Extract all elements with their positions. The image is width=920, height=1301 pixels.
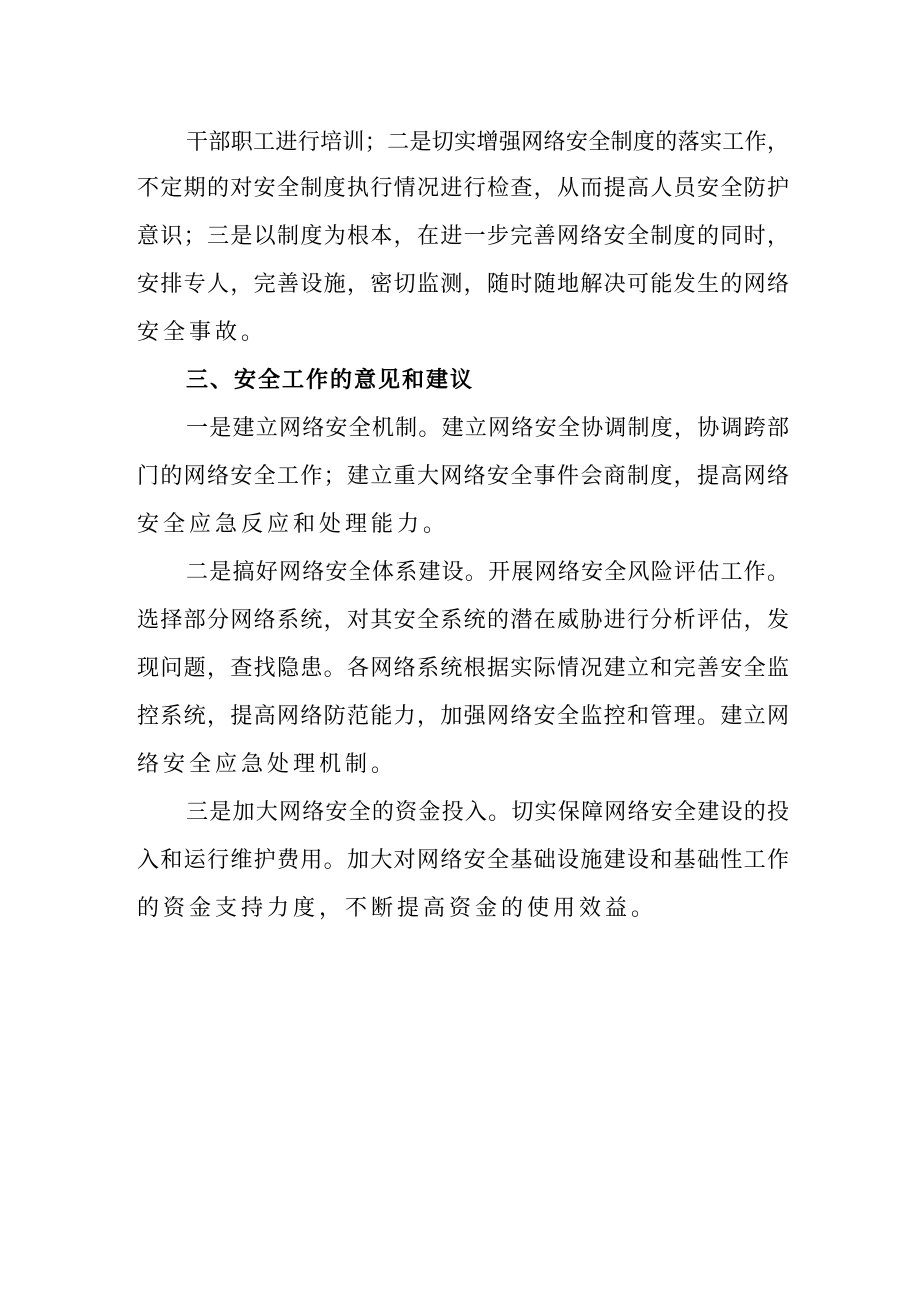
paragraph-line: 安全应急反应和处理能力。 — [137, 512, 450, 537]
paragraph-line: 安全事故。 — [137, 320, 268, 345]
paragraph-line: 安排专人，完善设施，密切监测，随时随地解决可能发生的网络 — [137, 272, 789, 297]
paragraph-line: 络安全应急处理机制。 — [137, 752, 398, 777]
paragraph-line: 三是加大网络安全的资金投入。切实保障网络安全建设的投 — [186, 800, 789, 825]
paragraph-line: 选择部分网络系统，对其安全系统的潜在威胁进行分析评估，发 — [137, 608, 789, 633]
paragraph-line: 意识；三是以制度为根本，在进一步完善网络安全制度的同时， — [137, 224, 789, 249]
paragraph-line: 门的网络安全工作；建立重大网络安全事件会商制度，提高网络 — [137, 464, 789, 489]
paragraph-line: 不定期的对安全制度执行情况进行检查，从而提高人员安全防护 — [137, 176, 789, 201]
paragraph-line: 一是建立网络安全机制。建立网络安全协调制度，协调跨部 — [186, 416, 789, 441]
paragraph-line: 控系统，提高网络防范能力，加强网络安全监控和管理。建立网 — [137, 704, 789, 729]
paragraph-line: 的资金支持力度，不断提高资金的使用效益。 — [137, 896, 658, 921]
paragraph-line: 入和运行维护费用。加大对网络安全基础设施建设和基础性工作 — [137, 848, 789, 873]
paragraph-line: 干部职工进行培训；二是切实增强网络安全制度的落实工作， — [186, 130, 789, 155]
section-heading: 三、安全工作的意见和建议 — [186, 368, 475, 393]
paragraph-line: 现问题，查找隐患。各网络系统根据实际情况建立和完善安全监 — [137, 656, 789, 681]
paragraph-line: 二是搞好网络安全体系建设。开展网络安全风险评估工作。 — [186, 560, 789, 585]
